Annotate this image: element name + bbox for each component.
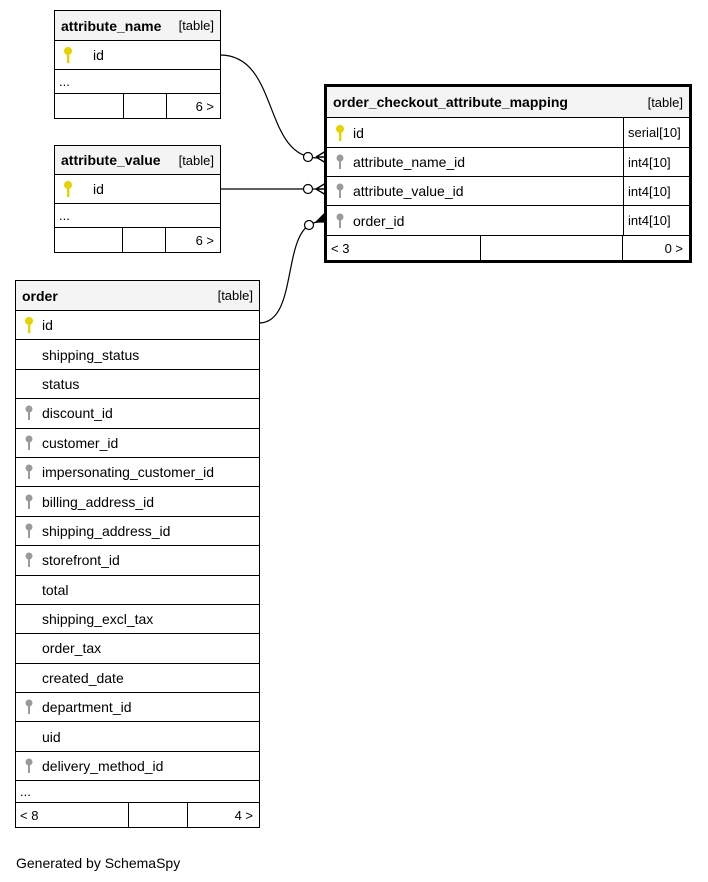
column-row[interactable] — [16, 693, 259, 722]
table-attribute-name[interactable] — [54, 10, 221, 119]
column-row[interactable] — [327, 118, 689, 148]
column-name: storefront_id — [42, 552, 120, 569]
column-name: shipping_excl_tax — [42, 611, 154, 628]
column-row[interactable] — [16, 722, 259, 751]
link-order — [259, 222, 318, 323]
column-row[interactable] — [16, 458, 259, 487]
key-icon — [63, 180, 73, 198]
column-name: billing_address_id — [42, 493, 155, 510]
column-row[interactable] — [16, 429, 259, 458]
table-type: [table] — [647, 94, 683, 110]
footer-middle — [129, 803, 188, 827]
link-order-marker — [305, 221, 314, 230]
table-type: [table] — [178, 18, 214, 33]
column-row[interactable] — [55, 175, 220, 204]
parents-count[interactable] — [55, 94, 124, 118]
footer-middle — [123, 228, 166, 252]
column-row[interactable] — [327, 177, 689, 206]
column-row[interactable] — [55, 41, 220, 70]
children-count[interactable]: 6 > — [195, 232, 214, 248]
column-row[interactable] — [327, 206, 689, 236]
column-row[interactable] — [16, 546, 259, 575]
column-row[interactable] — [16, 605, 259, 634]
key-icon — [335, 124, 345, 142]
key-icon — [335, 212, 345, 230]
key-icon — [24, 522, 34, 540]
order-columns — [16, 311, 259, 781]
table-footer — [55, 94, 220, 118]
column-name: attribute_name_id — [353, 154, 466, 170]
key-icon — [24, 757, 34, 775]
column-row[interactable] — [16, 487, 259, 516]
table-footer — [327, 236, 689, 260]
column-row[interactable] — [16, 576, 259, 605]
table-name: order_checkout_attribute_mapping — [333, 94, 568, 110]
link-attribute-name — [220, 55, 318, 158]
key-icon — [24, 551, 34, 569]
column-name: id — [93, 47, 104, 63]
column-row[interactable] — [327, 148, 689, 177]
children-count[interactable]: 0 > — [664, 240, 683, 256]
column-name: uid — [42, 728, 61, 745]
table-name: attribute_name — [61, 17, 162, 34]
more-columns: ... — [16, 781, 259, 803]
table-header — [327, 87, 689, 118]
children-count[interactable]: 4 > — [234, 807, 253, 823]
column-type: int4[10] — [623, 148, 689, 176]
generated-by-label: Generated by SchemaSpy — [16, 855, 181, 871]
key-icon — [24, 463, 34, 481]
footer-middle — [481, 236, 623, 260]
column-name: status — [42, 375, 80, 392]
column-row[interactable] — [16, 399, 259, 428]
table-order-checkout-attribute-mapping[interactable] — [324, 84, 692, 263]
link-attribute-value-marker — [304, 185, 313, 194]
key-icon — [24, 404, 34, 422]
column-row[interactable] — [16, 752, 259, 781]
column-name: department_id — [42, 699, 132, 716]
table-order[interactable] — [15, 280, 260, 828]
table-footer — [55, 228, 220, 252]
column-row[interactable] — [16, 311, 259, 340]
column-name: discount_id — [42, 405, 113, 422]
column-name: order_id — [353, 212, 405, 229]
column-type: int4[10] — [623, 206, 689, 235]
column-type: int4[10] — [623, 177, 689, 205]
parents-count[interactable]: < 3 — [327, 236, 481, 260]
column-name: impersonating_customer_id — [42, 464, 214, 481]
table-header — [16, 281, 259, 311]
key-icon — [335, 153, 345, 171]
column-name: attribute_value_id — [353, 183, 464, 199]
column-row[interactable] — [16, 517, 259, 546]
table-name: attribute_value — [61, 152, 161, 168]
table-attribute-value[interactable] — [54, 145, 221, 253]
parents-count[interactable]: < 8 — [16, 803, 129, 827]
column-name: total — [42, 581, 69, 598]
column-name: shipping_status — [42, 346, 140, 363]
column-name: id — [353, 124, 364, 141]
table-type: [table] — [178, 152, 214, 168]
more-columns: ... — [55, 204, 220, 228]
column-name: created_date — [42, 669, 124, 686]
column-row[interactable] — [16, 634, 259, 663]
table-name: order — [22, 287, 58, 304]
key-icon — [335, 182, 345, 200]
column-type: serial[10] — [623, 118, 689, 147]
table-header — [55, 11, 220, 41]
column-name: id — [93, 181, 104, 197]
key-icon — [24, 493, 34, 511]
table-type: [table] — [217, 288, 253, 303]
link-attribute-name-marker — [304, 153, 313, 162]
key-icon — [24, 316, 34, 334]
column-name: delivery_method_id — [42, 758, 164, 775]
column-name: customer_id — [42, 434, 119, 451]
children-count[interactable]: 6 > — [195, 98, 214, 114]
key-icon — [63, 46, 73, 64]
column-row[interactable] — [16, 664, 259, 693]
table-header — [55, 146, 220, 175]
column-name: shipping_address_id — [42, 522, 171, 539]
column-row[interactable] — [16, 340, 259, 369]
column-name: id — [42, 317, 53, 334]
footer-middle — [124, 94, 167, 118]
parents-count[interactable] — [55, 228, 123, 252]
more-columns: ... — [55, 70, 220, 94]
key-icon — [24, 698, 34, 716]
column-row[interactable] — [16, 370, 259, 399]
table-footer — [16, 803, 259, 827]
key-icon — [24, 434, 34, 452]
column-name: order_tax — [42, 640, 102, 657]
